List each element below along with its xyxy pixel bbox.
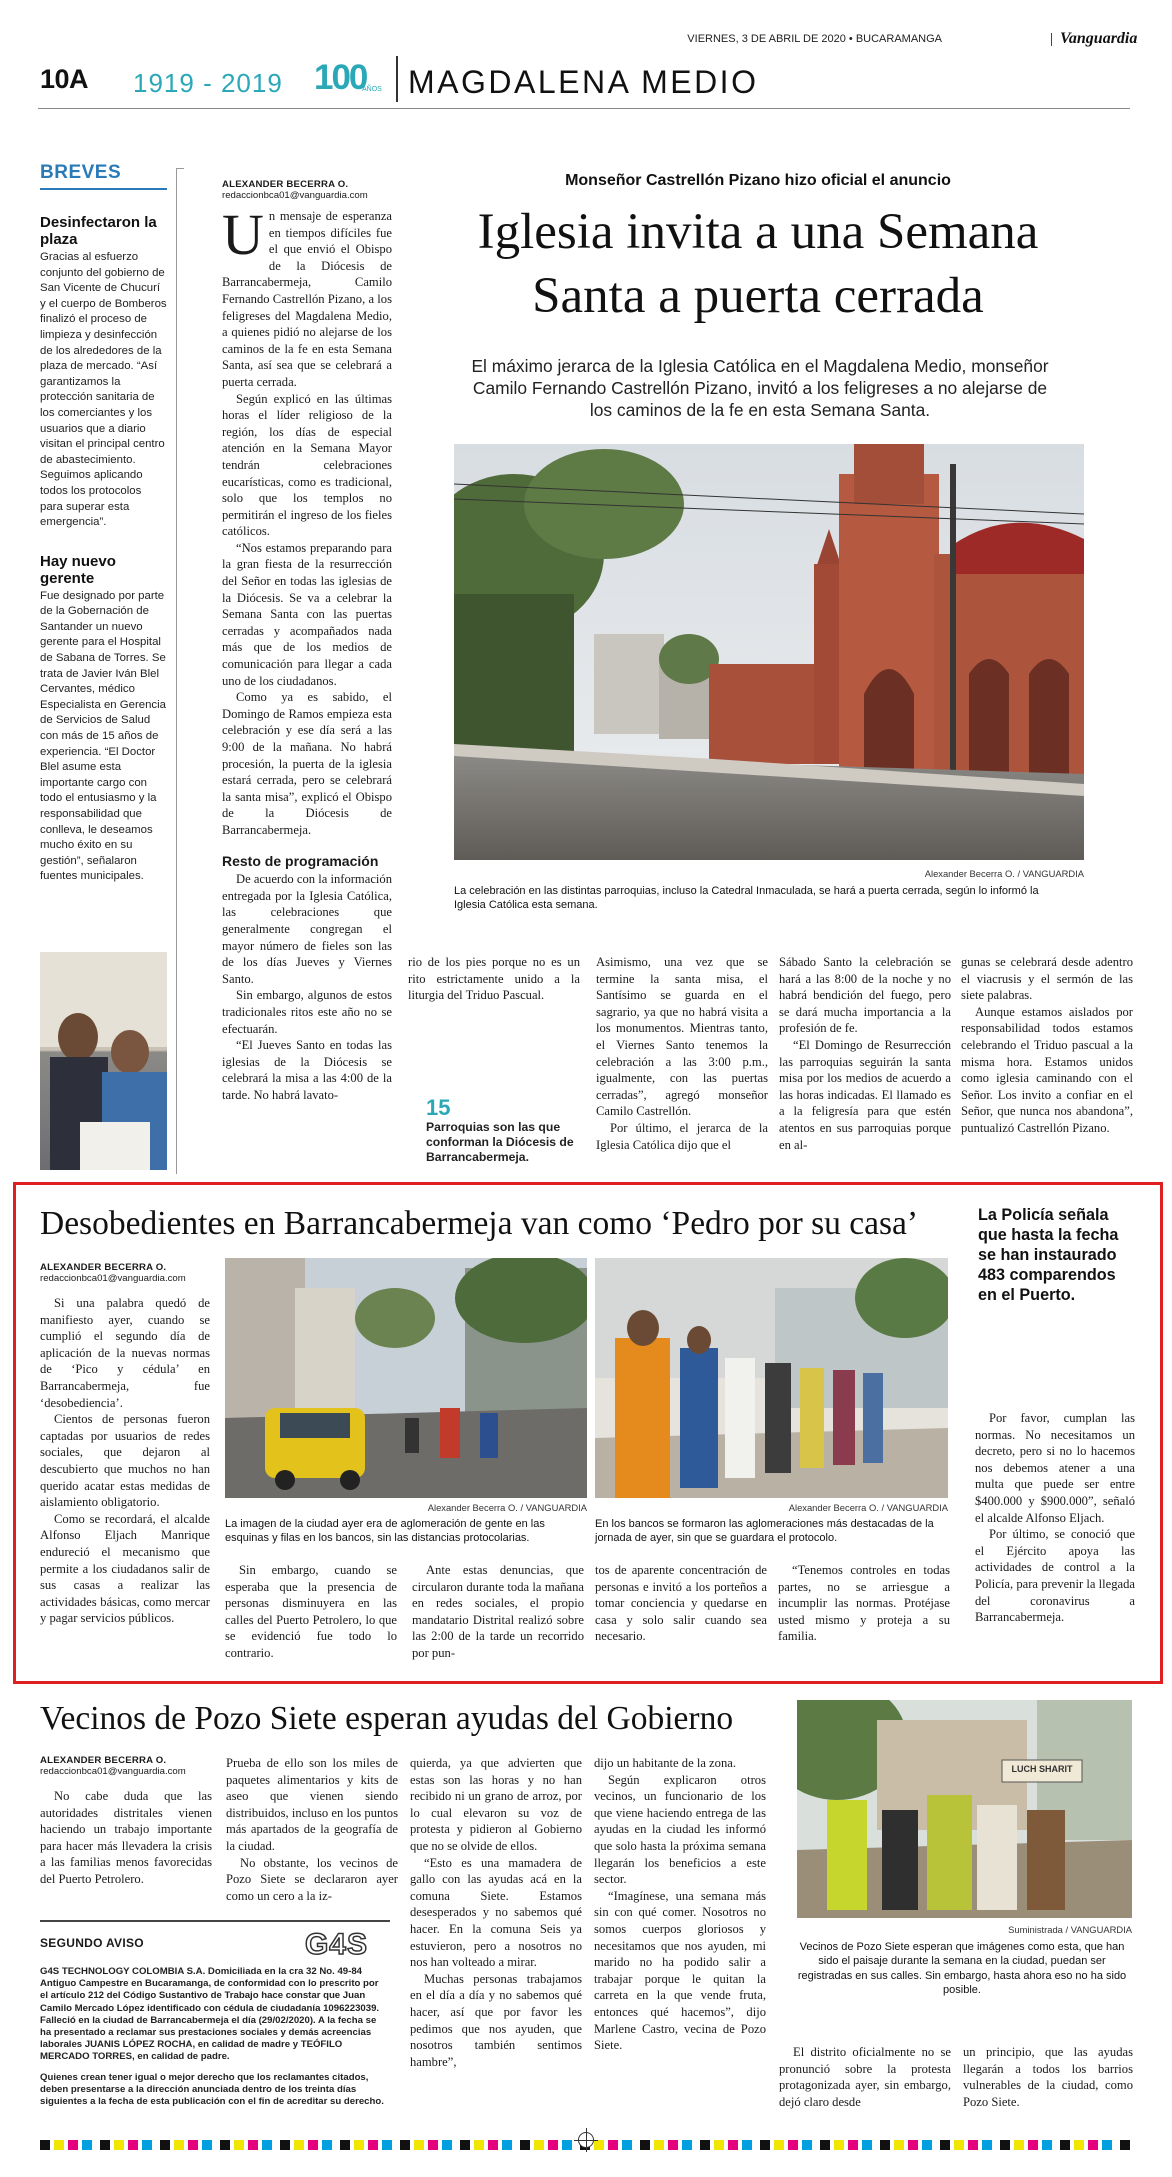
anniversary-word: AÑOS xyxy=(362,86,382,93)
main-paragraph: “Nos estamos preparando para la gran fiesta de la resurrección del Señor en todas las iglesias de la Diócesis. Se va a celebrar la Semana Santa con las puertas cerradas y acompañados nada más que de los medios de comunicación para llegar a cada uno de los ciudadanos. xyxy=(222,540,392,688)
pozo-photo-credit: Suministrada / VANGUARDIA xyxy=(1008,1924,1132,1935)
third-paragraph: No obstante, los vecinos de Pozo Siete se declararon ayer como un cero a la iz- xyxy=(226,1855,398,1903)
anniversary-years: 1919 - 2019 xyxy=(133,68,283,98)
breves-label: BREVES xyxy=(40,162,122,183)
byline-email: redaccionbca01@vanguardia.com xyxy=(40,1273,186,1284)
brand-name: Vanguardia xyxy=(1060,30,1138,47)
dropcap: U xyxy=(222,202,264,267)
third-col-4 xyxy=(594,1755,766,2054)
byline-email: redaccionbca01@vanguardia.com xyxy=(40,1766,186,1777)
fact-number: 15 xyxy=(426,1095,451,1120)
pozo-photo-caption: Vecinos de Pozo Siete esperan que imágenes como esta, que han sido el paisaje durante la semana en la ciudad, puedan ser registradas en sus calles. Sin embargo, hasta ahora eso no ha sido posible. xyxy=(797,1941,1127,1997)
brief-text: Fue designado por parte de la Gobernación de Santander un nuevo gerente para el Hospital de Sabana de Torres. Se trata de Javier Iván Blel Cervantes, médico Especialista en Gerencia de Servicios de Salud con más de 15 años de experiencia. “El Doctor Blel asume esta importante cargo con todo el entusiasmo y la responsabilidad que conlleva, le deseamos mucho éxito en su gestión”, señalaron fuentes municipales. xyxy=(40,589,166,883)
second-paragraph: “Tenemos controles en todas partes, no se arriesgue a incumplir las normas. Protéjase usted mismo y proteja a su familia. xyxy=(778,1563,950,1644)
date-line: VIERNES, 3 DE ABRIL DE 2020 • BUCARAMANGA xyxy=(687,33,942,45)
brief-photo-art xyxy=(40,952,167,1170)
church-photo-art xyxy=(454,444,1084,860)
breves-column-rule xyxy=(176,168,177,1174)
main-photo-caption: La celebración en las distintas parroquias, incluso la Catedral Inmaculada, se hará a puerta cerrada, según lo informó la Iglesia Católica esta semana. xyxy=(454,885,1039,912)
street-photo xyxy=(225,1258,587,1498)
segundo-aviso-box xyxy=(40,1920,390,2120)
bank-photo-caption: En los bancos se formaron las aglomeraciones más destacadas de la jornada de ayer, sin que se guardara el protocolo. xyxy=(595,1518,934,1545)
byline-name: ALEXANDER BECERRA O. xyxy=(40,1755,167,1766)
header-divider-bar xyxy=(1051,33,1052,46)
third-paragraph: “Esto es una mamadera de gallo con las ayudas acá en la comuna Siete. Estamos desesperados y no sabemos qué hacer. En la comuna Seis ya estuvieron, pero a nosotros no nos han volteado a mirar. xyxy=(410,1855,582,1970)
main-col-1 xyxy=(222,202,392,1103)
main-photo-credit: Alexander Becerra O. / VANGUARDIA xyxy=(924,868,1084,879)
registration-cross-v xyxy=(586,2128,587,2152)
page-number: 10A xyxy=(40,64,89,94)
second-byline xyxy=(40,1262,186,1284)
second-headline: Desobedientes en Barrancabermeja van como ‘Pedro por su casa’ xyxy=(40,1205,919,1242)
bank-photo-credit: Alexander Becerra O. / VANGUARDIA xyxy=(788,1502,948,1513)
fact-text: Parroquias son las que conforman la Diócesis de Barrancabermeja. xyxy=(426,1120,574,1164)
third-col-6 xyxy=(963,2044,1133,2110)
main-col-4 xyxy=(779,954,951,1153)
second-paragraph: Por último, se conoció que el Ejército apoya las actividades de control a la Policía, para prevenir la llegada del coronavirus a Barrancabermeja. xyxy=(975,1527,1135,1625)
main-para-1: n mensaje de esperanza en tiempos difíciles fue el que envió el Obispo de la Diócesis de Barrancabermeja, Camilo Fernando Castrellón Pizano, a los feligreses del Magdalena Medio, a quienes pidió no alejarse de los caminos de la fe en esta Semana Santa, así sea que se celebrará a puerta cerrada. xyxy=(222,209,392,389)
second-col-3 xyxy=(412,1562,584,1662)
bank-queue-photo xyxy=(595,1258,948,1498)
main-paragraph: Sábado Santo la celebración se hará a las 8:00 de la noche y no habrá bendición del fuego, pero se dará mucha importancia a la profesión de fe. xyxy=(779,955,951,1036)
pozo-siete-photo-art xyxy=(797,1700,1132,1918)
main-col-3 xyxy=(596,954,768,1153)
third-col-1 xyxy=(40,1788,212,1888)
main-kicker: Monseñor Castrellón Pizano hizo oficial el anuncio xyxy=(565,172,951,189)
third-col-3 xyxy=(410,1755,582,2070)
byline-name: ALEXANDER BECERRA O. xyxy=(222,179,349,190)
main-paragraph: rio de los pies porque no es un rito estrictamente unido a la liturgia del Triduo Pascual. xyxy=(408,955,580,1003)
aviso-body-2: Quienes crean tener igual o mejor derecho que los reclamantes citados, deben presentarse a la dirección anunciada dentro de los treinta días siguientes a la fecha de esta publicación con el fin de acreditar su derecho. xyxy=(40,2072,384,2108)
main-paragraph: gunas se celebrará desde adentro el viacrusis y el sermón de las siete palabras. xyxy=(961,955,1133,1003)
brief-title: Desinfectaron la plaza xyxy=(40,214,157,248)
second-paragraph: Si una palabra quedó de manifiesto ayer, cuando se cumplió el segundo día de aplicación de la nuevas normas de ‘Pico y cédula’ en Barrancabermeja, fue ‘desobediencia’. xyxy=(40,1296,210,1410)
third-paragraph: dijo un habitante de la zona. xyxy=(594,1756,736,1770)
main-subhead: Resto de programación xyxy=(222,852,379,869)
third-paragraph: Prueba de ello son los miles de paquetes alimentarios y kits de aseo que vienen siendo distribuidos, incluso en los puntos más apartados de la geografía de la ciudad. xyxy=(226,1756,398,1853)
second-paragraph: Como se recordará, el alcalde Alfonso Eljach Manrique endureció el mecanismo que permite a los ciudadanos salir de sus casas a realizar las actividades básicas, como mercar y pagar servicios públicos. xyxy=(40,1511,210,1626)
second-paragraph: Por favor, cumplan las normas. No necesitamos un decreto, pero si no lo hacemos nos debemos atener a una multa que puede ser entre $400.000 y $900.000”, señaló el alcalde Alfonso Eljach. xyxy=(975,1411,1135,1525)
main-col-5 xyxy=(961,954,1133,1137)
main-byline xyxy=(222,179,368,201)
brief-item xyxy=(40,214,167,531)
second-pullquote: La Policía señala que hasta la fecha se han instaurado 483 comparendos en el Puerto. xyxy=(978,1206,1119,1304)
second-paragraph: Ante estas denuncias, que circularon durante toda la mañana en redes sociales, el propio mandatario Distrital realizó sobre las 2:00 de la tarde un recorrido por pun- xyxy=(412,1563,584,1660)
section-title: MAGDALENA MEDIO xyxy=(408,64,759,100)
main-paragraph: “El Domingo de Resurrección las parroquias seguirán la santa misa por los medios de acuerdo a las horas indicadas. El llamado es a la feligresía para que estén atentos en sus parroquias porque en al- xyxy=(779,1037,951,1152)
main-paragraph: De acuerdo con la información entregada por la Iglesia Católica, las celebraciones que generalmente congregan el mayor número de fieles son las de los días Jueves y Viernes Santo. xyxy=(222,872,392,986)
second-paragraph: Cientos de personas fueron captadas por usuarios de redes sociales, que dejaron al descubierto que muchos no han querido acatar estas medidas de aislamiento obligatorio. xyxy=(40,1412,210,1510)
second-col-2 xyxy=(225,1562,397,1662)
third-paragraph: El distrito oficialmente no se pronunció sobre la protesta protagonizada ayer, sin embargo, dejó claro desde xyxy=(779,2045,951,2109)
brief-text: Gracias al esfuerzo conjunto del gobierno de San Vicente de Chucurí y el cuerpo de Bomberos finalizó el proceso de limpieza y desinfección de los alrededores de la plaza de mercado. “Así garantizamos la protección sanitaria de los comerciantes y los usuarios que a diario visitan el principal centro de abastecimiento. Seguimos aplicando todos los protocolos para superar esta emergencia”. xyxy=(40,251,167,529)
street-photo-credit: Alexander Becerra O. / VANGUARDIA xyxy=(427,1502,587,1513)
main-paragraph: Como ya es sabido, el Domingo de Ramos empieza esta celebración y ese día será a las 9:00 de la mañana. No habrá procesión, la puerta de la iglesia estará cerrada, pero se celebrará la santa misa”, explicó el Obispo de la Diócesis de Barrancabermeja. xyxy=(222,690,392,837)
breves-column-bracket xyxy=(176,168,184,169)
aviso-logo: G4S xyxy=(304,1928,368,1961)
byline-email: redaccionbca01@vanguardia.com xyxy=(222,190,368,201)
header-underline xyxy=(38,108,1130,109)
second-paragraph: Sin embargo, cuando se esperaba que la presencia de personas disminuyera en las calles del Puerto Petrolero, lo que se evidenció fue todo lo contrario. xyxy=(225,1563,397,1660)
brief-title: Hay nuevo gerente xyxy=(40,552,116,587)
main-paragraph: Según explicó en las últimas horas el líder religioso de la región, los días de especial atención en la Semana Mayor tendrán celebraciones eucarísticas, como es tradicional, solo que los templos no permitirán el ingreso de los fieles católicos. xyxy=(222,391,392,539)
third-paragraph: Muchas personas trabajamos en el día a día y no sabemos qué hacer, así que por favor les pedimos que nos ayuden, que nosotros también sentimos hambre”, xyxy=(410,1971,582,2069)
main-photo xyxy=(454,444,1084,860)
main-headline: Iglesia invita a una Semana Santa a puerta cerrada xyxy=(477,204,1039,324)
header-vertical-rule xyxy=(396,56,398,102)
second-col-1 xyxy=(40,1295,210,1627)
second-col-6 xyxy=(975,1410,1135,1626)
bank-queue-photo-art xyxy=(595,1258,948,1498)
third-paragraph: un principio, que las ayudas llegarán a todos los barrios vulnerables de la ciudad, como Pozo Siete. xyxy=(963,2045,1133,2109)
second-col-4 xyxy=(595,1562,767,1645)
street-photo-caption: La imagen de la ciudad ayer era de aglomeración de gente en las esquinas y filas en los bancos, sin las distancias protocolarias. xyxy=(225,1518,545,1545)
street-photo-art xyxy=(225,1258,587,1498)
pozo-siete-photo xyxy=(797,1700,1132,1918)
third-paragraph: “Imagínese, una semana más sin con qué comer. Nosotros no somos cuerpos gloriosos y necesitamos que nos ayuden, mi marido no ha podido salir a trabajar porque le quitan la carreta en la que vende fruta, entonces qué hacemos”, dijo Marlene Castro, vecina de Pozo Siete. xyxy=(594,1888,766,2053)
main-paragraph: “El Jueves Santo en todas las iglesias de la Diócesis se celebrará la misa a las 4:00 de la tarde. No habrá lavato- xyxy=(222,1038,392,1102)
main-paragraph: Aunque estamos aislados por responsabilidad todos estamos celebrando el Triduo pascual a la misma hora. Estamos unidos como iglesia caminando con el Señor. Los invito a confiar en el Señor, que nunca nos abandona”, puntualizó Castrellón Pizano. xyxy=(961,1004,1133,1135)
anniversary-logo xyxy=(314,58,380,102)
main-col-2 xyxy=(408,954,580,1004)
main-paragraph: Por último, el jerarca de la Iglesia Católica dijo que el xyxy=(596,1120,768,1152)
third-col-5 xyxy=(779,2044,951,2110)
main-paragraph: Asimismo, una vez que se termine la santa misa, el Santísimo se guarda en el sagrario, ya que no habrá visita a los monumentos. Mientras tanto, el Viernes Santo tenemos la celebración a las 3:00 p.m., igualmente, con las puertas cerradas”, agregó monseñor Camilo Castrellón. xyxy=(596,955,768,1119)
main-dek: El máximo jerarca de la Iglesia Católica en el Magdalena Medio, monseñor Camilo Fernando Castrellón Pizano, invitó a los feligreses a no alejarse de los caminos de la fe en esta Semana Santa. xyxy=(471,356,1049,420)
second-col-5 xyxy=(778,1562,950,1645)
byline-name: ALEXANDER BECERRA O. xyxy=(40,1262,167,1273)
pozo-siete-sign: LUCH SHARIT xyxy=(1011,1764,1073,1774)
aviso-title: SEGUNDO AVISO xyxy=(40,1936,144,1950)
main-paragraph: Sin embargo, algunos de estos tradicionales ritos este año no se efectuarán. xyxy=(222,988,392,1036)
third-byline xyxy=(40,1755,186,1777)
third-col-2 xyxy=(226,1755,398,1904)
main-lead-paragraph xyxy=(222,202,392,391)
brief-photo xyxy=(40,952,167,1170)
brief-item xyxy=(40,553,167,885)
breves-label-underline xyxy=(40,188,167,190)
third-paragraph: No cabe duda que las autoridades distritales vienen haciendo un trabajo importante para hacer más llevadera la crisis a las familias menos favorecidas del Puerto Petrolero. xyxy=(40,1789,212,1886)
fact-box xyxy=(426,1096,576,1165)
third-headline: Vecinos de Pozo Siete esperan ayudas del Gobierno xyxy=(40,1700,734,1737)
third-paragraph: quierda, ya que advierten que estas son las horas y no han recibido ni un grano de arroz, por lo cual elevaron su voz de protesta y pidieron al Gobierno que no se olvide de ellos. xyxy=(410,1756,582,1853)
aviso-body: G4S TECHNOLOGY COLOMBIA S.A. Domiciliada en la cra 32 No. 49-84 Antiguo Campestre en Bucaramanga, de conformidad con lo prescrito por el artículo 212 del Código Sustantivo de Trabajo hace constar que Juan Camilo Mercado López identificado con cédula de ciudadanía 1096223039. Falleció en la ciudad de Barrancabermeja el día (29/02/2020). A la fecha se ha presentado a reclamar sus prestaciones sociales y demás acreencias laborales JUANIS LÓPEZ ROCHA, en calidad de madre y TEÓFILO MERCADO TORRES, en calidad de padre. xyxy=(40,1966,380,2063)
anniversary-number: 100 xyxy=(314,58,367,97)
second-paragraph: tos de aparente concentración de personas e invitó a los porteños a tomar conciencia y quedarse en casa y solo salir cuando sea necesario. xyxy=(595,1563,767,1644)
breves-sidebar xyxy=(40,162,167,1174)
third-paragraph: Según explicaron otros vecinos, un funcionario de los que viene haciendo entrega de las ayudas en la ciudad les informó que solo hasta la próxima semana llegarán los beneficios a este sector. xyxy=(594,1772,766,1887)
